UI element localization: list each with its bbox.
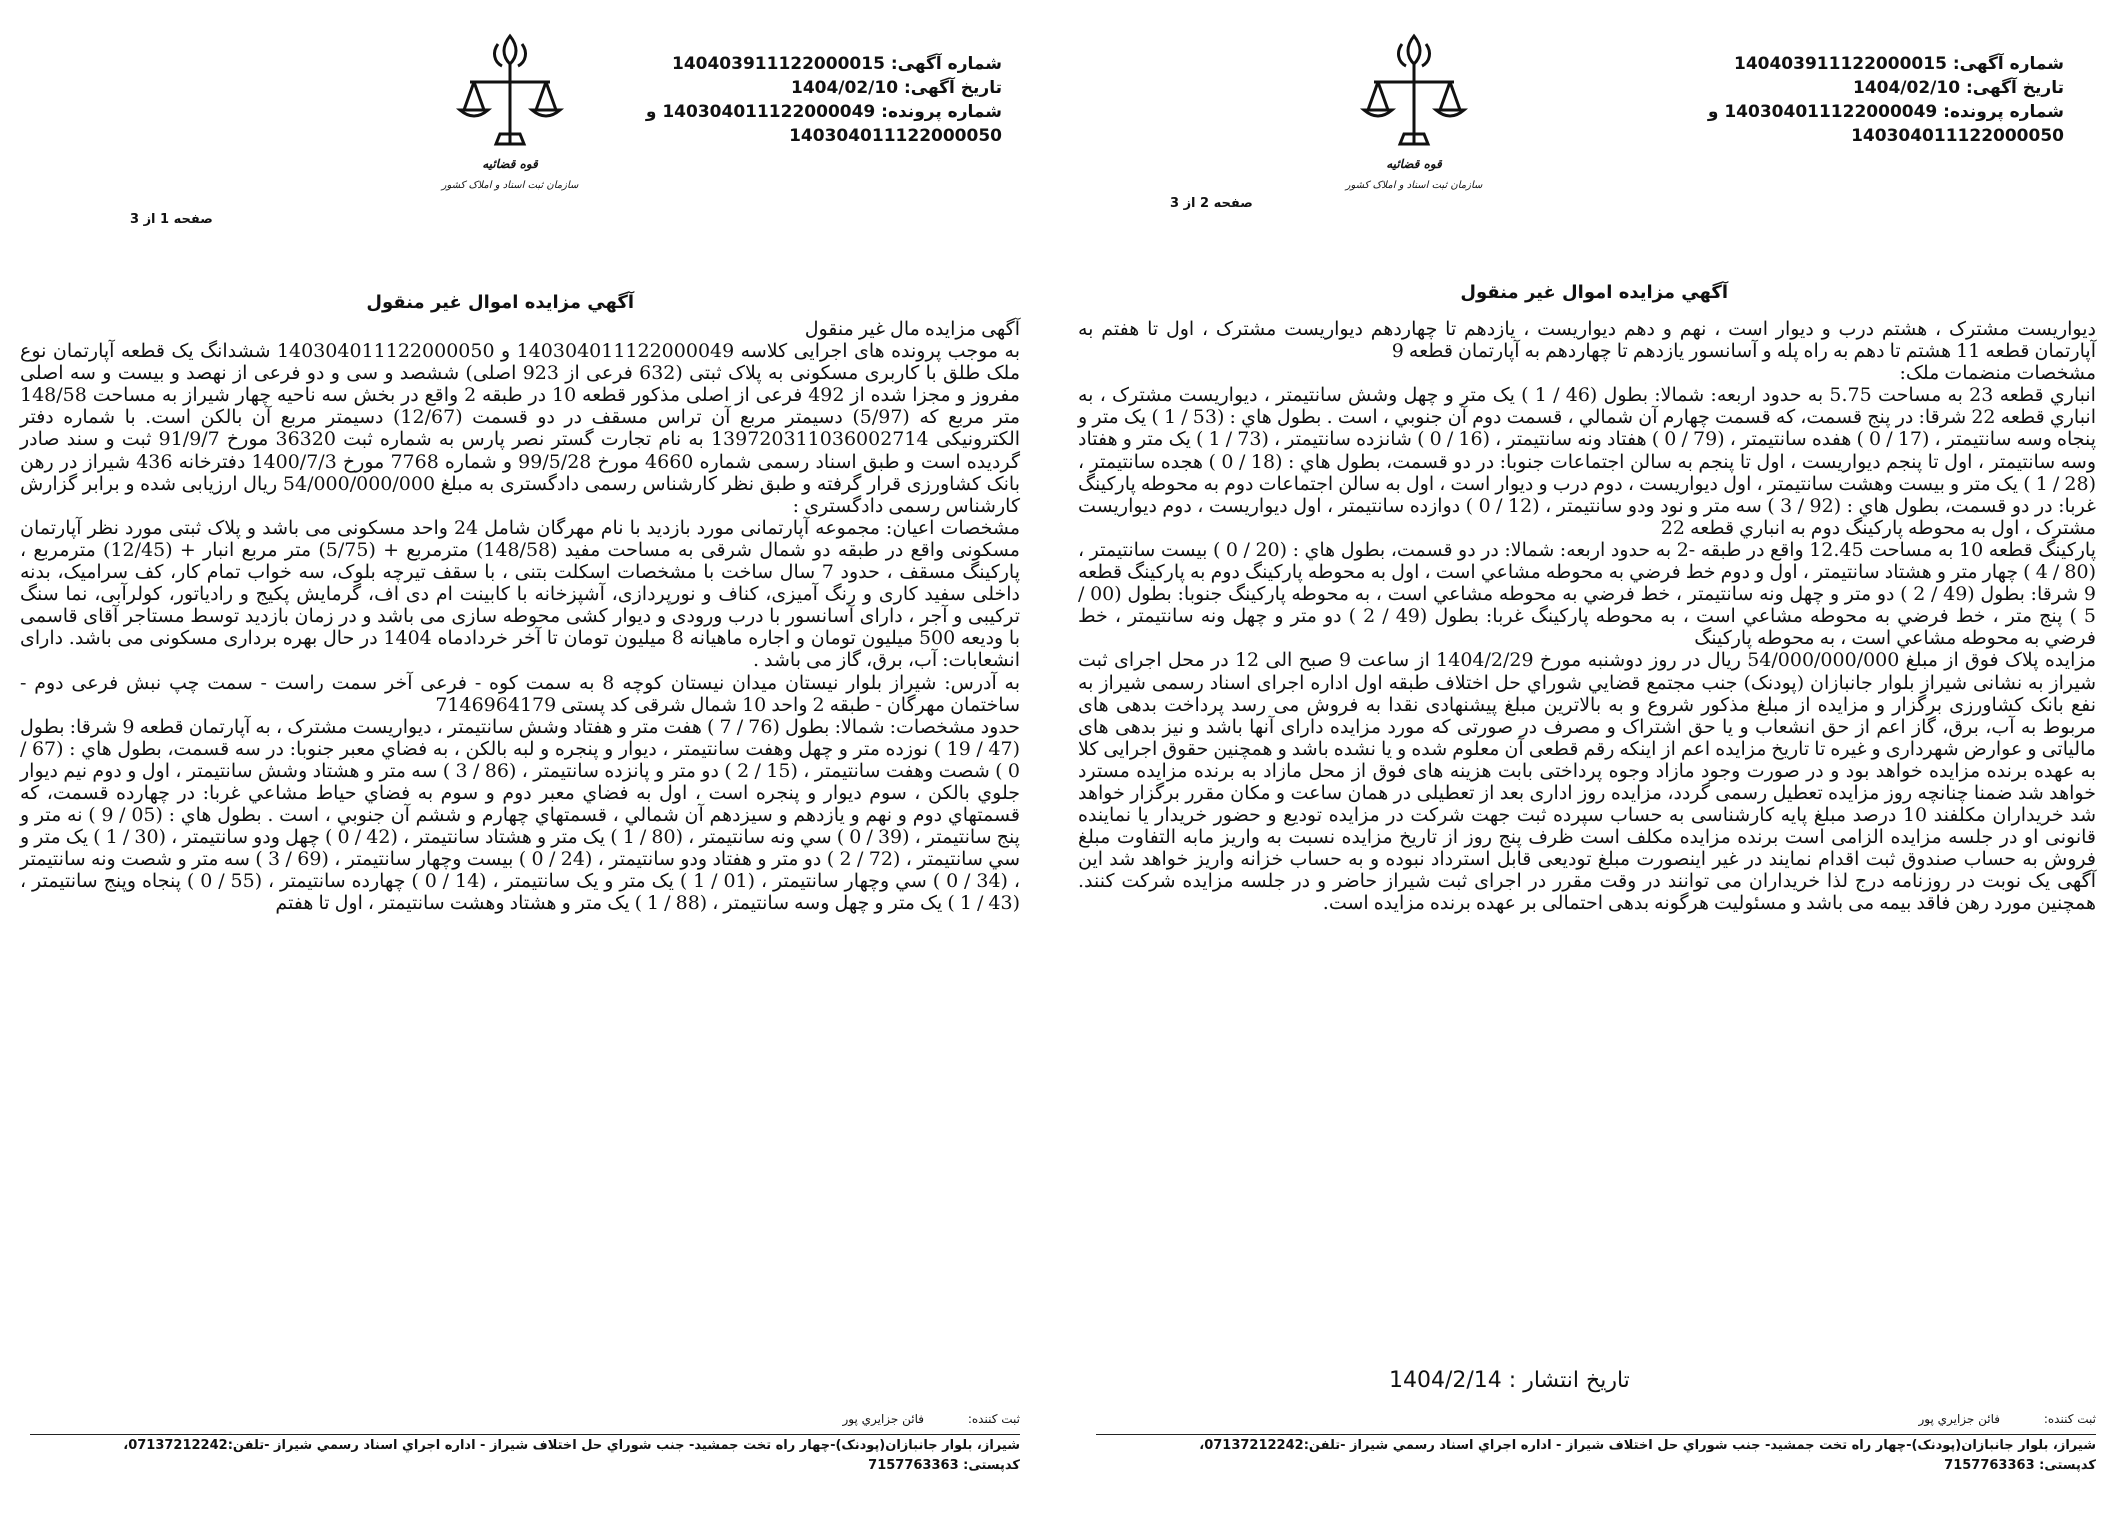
notice-date: تاریخ آگهی: 1404/02/10 [790,78,1002,98]
sender-label: ثبت کننده: [2043,1412,2096,1426]
judiciary-emblem-logo [1344,22,1484,202]
page-header [0,0,1064,250]
page-number: صفحه 1 از 3 [130,212,213,227]
body-paragraph: پارکينگ قطعه 10 به مساحت 12.45 واقع در طبقه -2 به حدود اربعه: شمالا: در دو قسمت، بطول هاي : (20 / 0 ) بيست سانتيمتر ، (80 / 4 ) چهار متر و هشتاد سانتيمتر ، اول و دوم خط فرضي به محوطه مشاعي است ، اول به محوطه پارکينگ دوم به پارکينگ قطعه 9 شرقا: بطول (49 / 2 ) دو متر و چهل ونه سانتيمتر ، خط فرضي به محوطه مشاعي است ، به محوطه پارکينگ جنوبا: بطول (00 / 5 ) پنج متر ، خط فرضي به محوطه مشاعي است ، به محوطه پارکينگ غربا: بطول (49 / 2 ) دو متر و چهل ونه سانتيمتر ، خط فرضي به محوطه مشاعي است ، به محوطه پارکينگ [1078,538,2097,650]
body-paragraph: آگهی مزایده مال غیر منقول [804,318,1020,340]
sender-label: ثبت کننده: [967,1412,1020,1426]
page-number: صفحه 2 از 3 [1170,196,1253,211]
sender-address: شيراز، بلوار جانبازان(پودنک)-چهار راه تخت جمشيد- جنب شوراي حل اختلاف شيراز - اداره اجراي اسناد رسمي شيراز -تلفن:07137212242، [123,1438,1020,1453]
scales-emblem-icon [440,22,580,202]
publish-date: تاریخ انتشار : 1404/2/14 [1389,1368,1630,1393]
notice-number: شماره آگهی: 140403911122000015 [671,54,1002,74]
notice-title: آگهي مزايده اموال غير منقول [366,292,634,313]
file-number-line2: 140304011122000050 [789,126,1002,146]
sender-name: فائن جزايري پور [842,1412,925,1426]
sender-name: فائن جزايري پور [1918,1412,2001,1426]
file-number-line1: شماره پرونده: 140304011122000049 و [645,102,1002,122]
footer-divider [1096,1434,2096,1435]
body-paragraph: مشخصات اعیان: مجموعه آپارتمانی مورد بازدید با نام مهرگان شامل 24 واحد مسکونی می باشد و پلاک ثبتی مورد نظر آپارتمان مسکونی واقع در طبقه دو شمال شرقی به مساحت مفید (148/58) مترمربع + (5/75) متر مربع انبار + (12/45) مترمربع ، پارکینگ مسقف ، حدود 7 سال ساخت با مشخصات اسکلت بتنی ، با سقف تیرچه بلوک، سه خواب تمام کار، کف سرامیک، بدنه داخلی سفید کاری و رنگ آمیزی، کناف و نورپردازی، آشپزخانه با کابینت ام دی اف، گرمایش پکیج و رادیاتور، کولرآبی، نما سنگ ترکیبی و آجر ، دارای آسانسور با درب ورودی و دیوار کشی محوطه سازی می باشد و در زمان بازدید توسط مستاجر آقای قاسمی با ودیعه 500 میلیون تومان و اجاره ماهیانه 8 میلیون تومان تا آخر خردادماه 1404 در حال بهره برداری مسکونی می باشد. دارای انشعابات: آب، برق، گاز می باشد . [20,516,1021,672]
svg-text:قوه قضائیه: قوه قضائیه [482,157,538,171]
notice-body [1078,318,2096,915]
sender-address-block [1199,1436,2096,1476]
svg-text:سازمان ثبت اسناد و املاک کشور: سازمان ثبت اسناد و املاک کشور [441,180,579,191]
body-paragraph: مزايده پلاک فوق از مبلغ 54/000/000/000 ريال در روز دوشنبه مورخ 1404/2/29 از ساعت 9 صبح الی 12 در محل اجرای ثبت شیراز به نشانی شيراز بلوار جانبازان (پودنک) جنب مجتمع قضايي شوراي حل اختلاف طبقه اول اداره اجرای اسناد رسمی شیراز به نفع بانک کشاورزی برگزار و مزایده از مبلغ مذکور شروع و به بالاترین مبلغ پیشنهادی نقدا به فروش می رسد پرداخت بدهی های مربوط به آب، برق، گاز اعم از حق انشعاب و یا حق اشتراک و مصرف در صورتی که مورد مزایده دارای آنها باشد و نیز بدهی های مالیاتی و عوارض شهرداری و غیره تا تاریخ مزایده اعم از اینکه رقم قطعی آن معلوم شده و یا نشده باشد و همچنین حقوق اجرایی کلا به عهده برنده مزایده خواهد بود و در صورت وجود مازاد وجوه پرداختی بابت هزینه های فوق از محل مازاد به برنده مزایده مسترد خواهد شد ضمنا چنانچه روز مزایده تعطیل رسمی گردد، مزایده روز اداری بعد از تعطیلی در همان ساعت و مکان مقرر برگزار خواهد شد خریداران مکلفند 10 درصد مبلغ پایه کارشناسی به حساب سپرده ثبت جهت شرکت در مزایده تودیع و حضور خریدار یا نماینده قانونی او در جلسه مزایده الزامی است برنده مزایده مکلف است ظرف پنج روز از تاریخ مزایده نسبت به واریز مابه التفاوت مبلغ فروش به حساب صندوق ثبت اقدام نمایند در غیر اینصورت مبلغ تودیعی قابل استرداد نبوده و به حساب خزانه واریز خواهد شد این آگهی یک نوبت در روزنامه درج لذا خریداران می توانند در وقت مقرر در اجرای ثبت شیراز حاضر و در جلسه مزایده شرکت کنند. همچنین مورد رهن فاقد بیمه می باشد و مسئولیت هرگونه بدهی احتمالی بر عهده برنده مزایده است. [1078,649,2097,915]
sender-postal-code: کدپستی: 7157763363 [868,1458,1020,1473]
notice-date: تاریخ آگهی: 1404/02/10 [1852,78,2064,98]
file-number-line2: 140304011122000050 [1851,126,2064,146]
sender-postal-code: کدپستی: 7157763363 [1944,1458,2096,1473]
notice-meta [646,52,1002,148]
svg-text:قوه قضائیه: قوه قضائیه [1386,157,1442,171]
page-footer [0,1408,1064,1516]
body-paragraph: حدود مشخصات: شمالا: بطول (76 / 7 ) هفت متر و هفتاد وشش سانتيمتر ، ديواريست مشترک ، به آپارتمان قطعه 9 شرقا: بطول (47 / 19 ) نوزده متر و چهل وهفت سانتيمتر ، ديوار و پنجره و لبه بالکن ، به فضاي معبر جنوبا: در سه قسمت، بطول هاي : (67 / 0 ) شصت وهفت سانتيمتر ، (15 / 2 ) دو متر و پانزده سانتيمتر ، (86 / 3 ) سه متر و هشتاد وشش سانتيمتر ، اول و دوم نيم ديوار جلوي بالکن ، سوم ديوار و پنجره است ، اول به فضاي معبر دوم و سوم به فضاي حياط مشاعي غربا: در چهارده قسمت، که قسمتهاي دوم و نهم و يازدهم و سيزدهم آن شمالي ، قسمتهاي چهارم و ششم آن جنوبي ، است . بطول هاي : (05 / 9 ) نه متر و پنج سانتيمتر ، (39 / 0 ) سي ونه سانتيمتر ، (80 / 1 ) يک متر و هشتاد سانتيمتر ، (42 / 0 ) چهل ودو سانتيمتر ، (30 / 1 ) يک متر و سي سانتيمتر ، (72 / 2 ) دو متر و هفتاد ودو سانتيمتر ، (24 / 0 ) بيست وچهار سانتيمتر ، (69 / 3 ) سه متر و شصت ونه سانتيمتر ، (34 / 0 ) سي وچهار سانتيمتر ، (01 / 1 ) يک متر و يک سانتيمتر ، (14 / 0 ) چهارده سانتيمتر ، (55 / 0 ) پنجاه وپنج سانتيمتر ، (43 / 1 ) يک متر و چهل وسه سانتيمتر ، (88 / 1 ) يک متر و هشتاد وهشت سانتيمتر ، اول تا هفتم [20,715,1021,915]
footer-divider [30,1434,1020,1435]
notice-title: آگهي مزايده اموال غير منقول [1460,282,1728,303]
sender-line [842,1412,1020,1426]
body-paragraph: انباري قطعه 23 به مساحت 5.75 به حدود اربعه: شمالا: بطول (46 / 1 ) يک متر و چهل وشش سانتيمتر ، ديواريست مشترک ، به انباري قطعه 22 شرقا: در پنج قسمت، که قسمت چهارم آن شمالي ، قسمت دوم آن جنوبي ، است . بطول هاي : (53 / 1 ) يک متر و پنجاه وسه سانتيمتر ، (17 / 0 ) هفده سانتيمتر ، (79 / 0 ) هفتاد ونه سانتيمتر ، (16 / 0 ) شانزده سانتيمتر ، (73 / 1 ) يک متر و هفتاد وسه سانتيمتر ، اول تا پنجم ديواريست ، اول تا پنجم به سالن اجتماعات جنوبا: در دو قسمت، بطول هاي : (18 / 0 ) هجده سانتيمتر ، (28 / 1 ) يک متر و بيست وهشت سانتيمتر ، اول ديواريست ، دوم درب و ديوار است ، اول به سالن اجتماعات دوم به محوطه پارکينگ غربا: در دو قسمت، بطول هاي : (92 / 3 ) سه متر و نود ودو سانتيمتر ، (12 / 0 ) دوازده سانتيمتر ، اول ديواريست ، دوم ديواريست مشترک ، اول به محوطه پارکينگ دوم به انباري قطعه 22 [1078,384,2097,539]
scales-emblem-icon [1344,22,1484,202]
sender-line [1918,1412,2096,1426]
body-paragraph: به موجب پرونده های اجرایی کلاسه 140304011122000049 و 140304011122000050 ششدانگ یک قطعه آپارتمان نوع ملک طلق با کاربری مسکونی به پلاک ثبتی (632 فرعی از 923 اصلی) ششصد و سی و دو فرعی از نهصد و بیست و سه اصلی مفروز و مجزا شده از 492 فرعی از اصلی مذکور قطعه 10 در طبقه 2 واقع در بخش سه ناحیه چهار شیراز به مساحت 148/58 متر مربع که (5/97) دسیمتر مربع آن تراس مسقف در دو قسمت (12/67) دسیمتر مربع آن بالکن است. با شماره دفتر الکترونیکی 139720311036002714 به نام تجارت گستر نصر پارس به شماره ثبت 36320 مورخ 91/9/7 ثبت و سند صادر گردیده است و طبق اسناد رسمی شماره 4660 مورخ 99/5/28 و شماره 7768 مورخ 1400/7/3 دفترخانه 436 شیراز در رهن بانک کشاورزی قرار گرفته و طبق نظر کارشناس رسمی دادگستری به مبلغ 54/000/000/000 ریال ارزیابی شده و برابر گزارش کارشناس رسمی دادگستری : [20,340,1021,517]
notice-page-2 [1064,0,2128,1516]
judiciary-emblem-logo [440,22,580,202]
body-paragraph: ديواريست مشترک ، هشتم درب و ديوار است ، نهم و دهم ديواريست ، يازدهم تا چهاردهم ديواريست مشترک ، اول تا هفتم به آپارتمان قطعه 11 هشتم تا دهم به راه پله و آسانسور يازدهم تا چهاردهم به آپارتمان قطعه 9 [1078,318,2096,363]
page-header [1064,0,2128,250]
file-number-line1: شماره پرونده: 140304011122000049 و [1707,102,2064,122]
body-paragraph: مشخصات منضمات ملک: [1899,362,2096,385]
sender-address-block [123,1436,1020,1476]
sender-address: شيراز، بلوار جانبازان(پودنک)-چهار راه تخت جمشيد- جنب شوراي حل اختلاف شيراز - اداره اجراي اسناد رسمي شيراز -تلفن:07137212242، [1199,1438,2096,1453]
body-paragraph: به آدرس: شیراز بلوار نیستان میدان نیستان کوچه 8 به سمت کوه - فرعی آخر سمت راست - سمت چپ نبش فرعی دوم - ساختمان مهرگان - طبقه 2 واحد 10 شمال شرقی کد پستی 7146964179 [20,671,1021,716]
page-footer [1064,1408,2128,1516]
svg-text:سازمان ثبت اسناد و املاک کشور: سازمان ثبت اسناد و املاک کشور [1345,180,1483,191]
notice-number: شماره آگهی: 140403911122000015 [1733,54,2064,74]
notice-body [20,318,1020,915]
notice-meta [1708,52,2064,148]
